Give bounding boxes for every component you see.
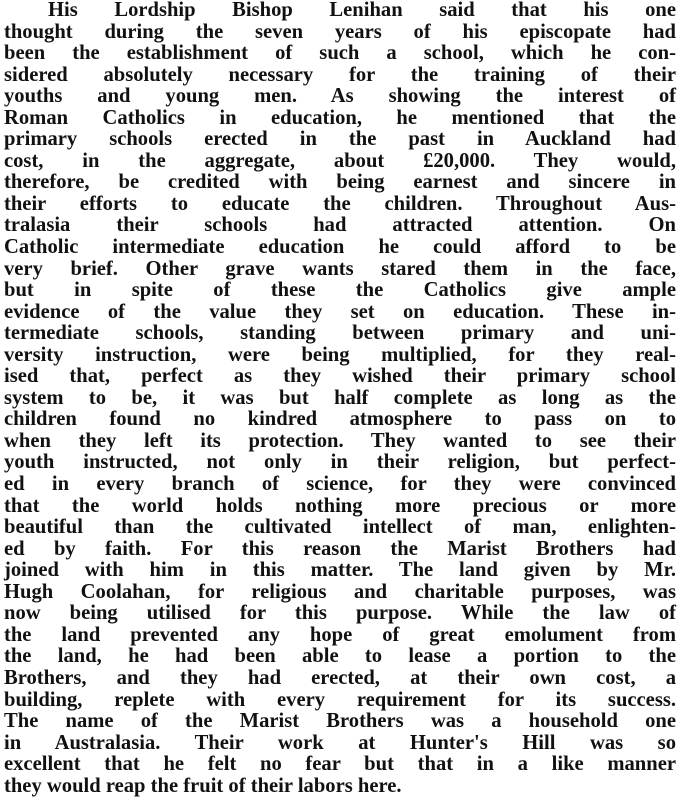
text-line: that the world holds nothing more precious or more: [4, 494, 676, 517]
text-line: ised that, perfect as they wished their primary school: [4, 365, 676, 388]
text-line: now being utilised for this purpose. While the law of: [4, 602, 676, 625]
text-line: when they left its protection. They wanted to see their: [4, 429, 676, 452]
text-line: they would reap the fruit of their labors here.: [4, 774, 402, 797]
text-line: building, replete with every requirement for its success.: [4, 688, 676, 711]
article-paragraph: [4, 0, 676, 797]
text-line: youth instructed, not only in their religion, but perfect-: [4, 451, 676, 474]
text-line: the land, he had been able to lease a portion to the: [4, 645, 676, 668]
text-line: primary schools erected in the past in Auckland had: [4, 128, 676, 151]
text-line: children found no kindred atmosphere to pass on to: [4, 408, 676, 431]
text-line: termediate schools, standing between primary and uni-: [4, 322, 676, 345]
text-line: ed by faith. For this reason the Marist Brothers had: [4, 537, 676, 560]
text-line: youths and young men. As showing the interest of: [4, 85, 676, 108]
text-line: therefore, be credited with being earnest and sincere in: [4, 171, 676, 194]
text-line: sidered absolutely necessary for the training of their: [4, 63, 676, 86]
text-line: versity instruction, were being multiplied, for they real-: [4, 343, 676, 366]
text-line: the land prevented any hope of great emolument from: [4, 623, 676, 646]
text-line: thought during the seven years of his episcopate had: [4, 20, 676, 43]
text-line: Roman Catholics in education, he mentioned that the: [4, 106, 676, 129]
text-line: joined with him in this matter. The land given by Mr.: [4, 559, 676, 582]
text-line: beautiful than the cultivated intellect of man, enlighten-: [4, 516, 676, 539]
text-line: but in spite of these the Catholics give ample: [4, 279, 676, 302]
text-line: Catholic intermediate education he could afford to be: [4, 236, 676, 259]
text-line: been the establishment of such a school, which he con-: [4, 42, 676, 65]
text-line: The name of the Marist Brothers was a household one: [4, 710, 676, 733]
text-line: system to be, it was but half complete as long as the: [4, 386, 676, 409]
text-line: excellent that he felt no fear but that in a like manner: [4, 753, 676, 776]
text-line: evidence of the value they set on education. These in-: [4, 300, 676, 323]
text-line: Hugh Coolahan, for religious and charitable purposes, was: [4, 580, 676, 603]
text-line: ed in every branch of science, for they were convinced: [4, 473, 676, 496]
text-line: cost, in the aggregate, about £20,000. They would,: [4, 149, 676, 172]
text-line: their efforts to educate the children. Throughout Aus-: [4, 192, 676, 215]
text-line: very brief. Other grave wants stared them in the face,: [4, 257, 676, 280]
text-line: tralasia their schools had attracted attention. On: [4, 214, 676, 237]
text-line: Brothers, and they had erected, at their own cost, a: [4, 666, 676, 689]
text-line: in Australasia. Their work at Hunter's Hill was so: [4, 731, 676, 754]
text-line: His Lordship Bishop Lenihan said that his one: [48, 0, 676, 21]
